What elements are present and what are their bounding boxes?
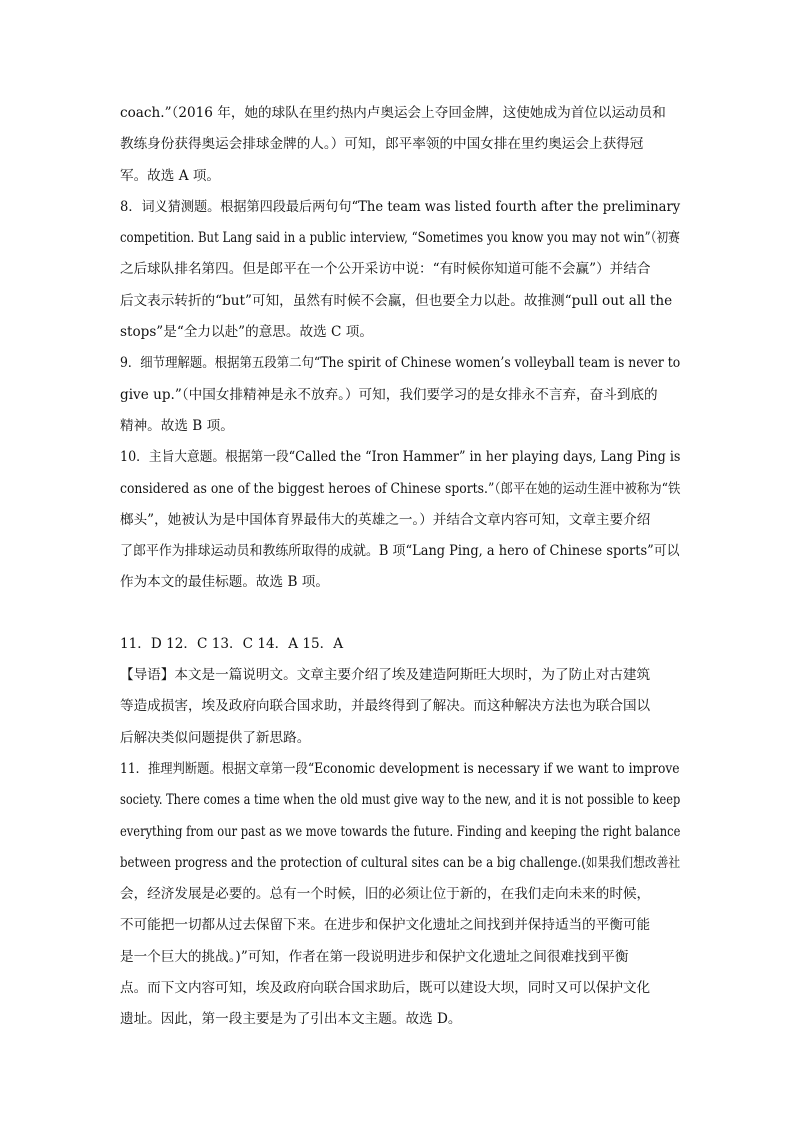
text-line: 10．主旨大意题。根据第一段“Called the “Iron Hammer” in her playing days, Lang Ping is bbox=[120, 449, 681, 466]
text-line: 后解决类似问题提供了新思路。 bbox=[120, 729, 311, 746]
text-line: everything from our past as we move towards the future. Finding and keeping the right balance bbox=[120, 823, 681, 840]
text-line: 之后球队排名第四。但是郎平在一个公开采访中说：“有时候你知道可能不会赢”）并结合 bbox=[120, 261, 651, 278]
text-line: 会，经济发展是必要的。总有一个时候，旧的必须让位于新的，在我们走向未来的时候， bbox=[120, 886, 651, 903]
text-line: 11．推理判断题。根据文章第一段“Economic development is necessary if we want to improve bbox=[120, 760, 680, 777]
text-line: 【导语】本文是一篇说明文。文章主要介绍了埃及建造阿斯旺大坝时，为了防止对古建筑 bbox=[120, 667, 651, 684]
text-line: society. There comes a time when the old must give way to the new, and it is not possible to keep bbox=[120, 792, 681, 809]
text-line: 9．细节理解题。根据第五段第二句“The spirit of Chinese women’s volleyball team is never to bbox=[120, 355, 681, 372]
text-line: stops”是“全力以赴”的意思。故选 C 项。 bbox=[120, 324, 373, 341]
text-line: 是一个巨大的挑战。)”可知，作者在第一段说明进步和保护文化遗址之间很难找到平衡 bbox=[120, 948, 629, 965]
text-line: 后文表示转折的“but”可知，虽然有时候不会赢，但也要全力以赴。故推测“pull out all the bbox=[120, 292, 673, 309]
answer-explanations-7-10 bbox=[120, 98, 681, 599]
text-line: give up.”（中国女排精神是永不放弃。）可知，我们要学习的是女排永不言弃，奋斗到底的 bbox=[120, 386, 658, 403]
text-line: 榔头”，她被认为是中国体育界最伟大的英雄之一。）并结合文章内容可知，文章主要介绍 bbox=[120, 511, 651, 528]
text-line: coach.”（2016 年，她的球队在里约热内卢奥运会上夺回金牌，这使她成为首位以运动员和 bbox=[120, 105, 666, 121]
answer-explanations-11-15 bbox=[120, 629, 681, 1036]
text-line: between progress and the protection of cultural sites can be a big challenge.(如果我们想改善社 bbox=[120, 854, 681, 871]
text-line: 不可能把一切都从过去保留下来。在进步和保护文化遗址之间找到并保持适当的平衡可能 bbox=[120, 917, 651, 934]
text-line: 8．词义猜测题。根据第四段最后两句句“The team was listed fourth after the preliminary bbox=[120, 198, 681, 215]
answer-key-line: 11．D 12．C 13．C 14．A 15．A bbox=[120, 635, 344, 652]
text-line: 作为本文的最佳标题。故选 B 项。 bbox=[120, 574, 329, 591]
text-line: 点。而下文内容可知，埃及政府向联合国求助后，既可以建设大坝，同时又可以保护文化 bbox=[120, 980, 651, 997]
text-line: competition. But Lang said in a public interview, “Sometimes you know you may not win”（初赛 bbox=[120, 230, 680, 247]
text-line: 教练身份获得奥运会排球金牌的人。）可知，郎平率领的中国女排在里约奥运会上获得冠 bbox=[120, 136, 644, 153]
paragraph-gap bbox=[120, 599, 672, 629]
text-line: considered as one of the biggest heroes of Chinese sports.”（郎平在她的运动生涯中被称为“铁 bbox=[120, 480, 681, 497]
text-line: 遗址。因此，第一段主要是为了引出本文主题。故选 D。 bbox=[120, 1011, 462, 1028]
document-page bbox=[120, 98, 681, 1036]
text-line: 精神。故选 B 项。 bbox=[120, 417, 234, 434]
text-line: 等造成损害，埃及政府向联合国求助，并最终得到了解决。而这种解决方法也为联合国以 bbox=[120, 698, 651, 715]
text-line: 军。故选 A 项。 bbox=[120, 167, 221, 184]
text-line: 了郎平作为排球运动员和教练所取得的成就。B 项“Lang Ping, a hero of Chinese sports”可以 bbox=[120, 543, 680, 560]
